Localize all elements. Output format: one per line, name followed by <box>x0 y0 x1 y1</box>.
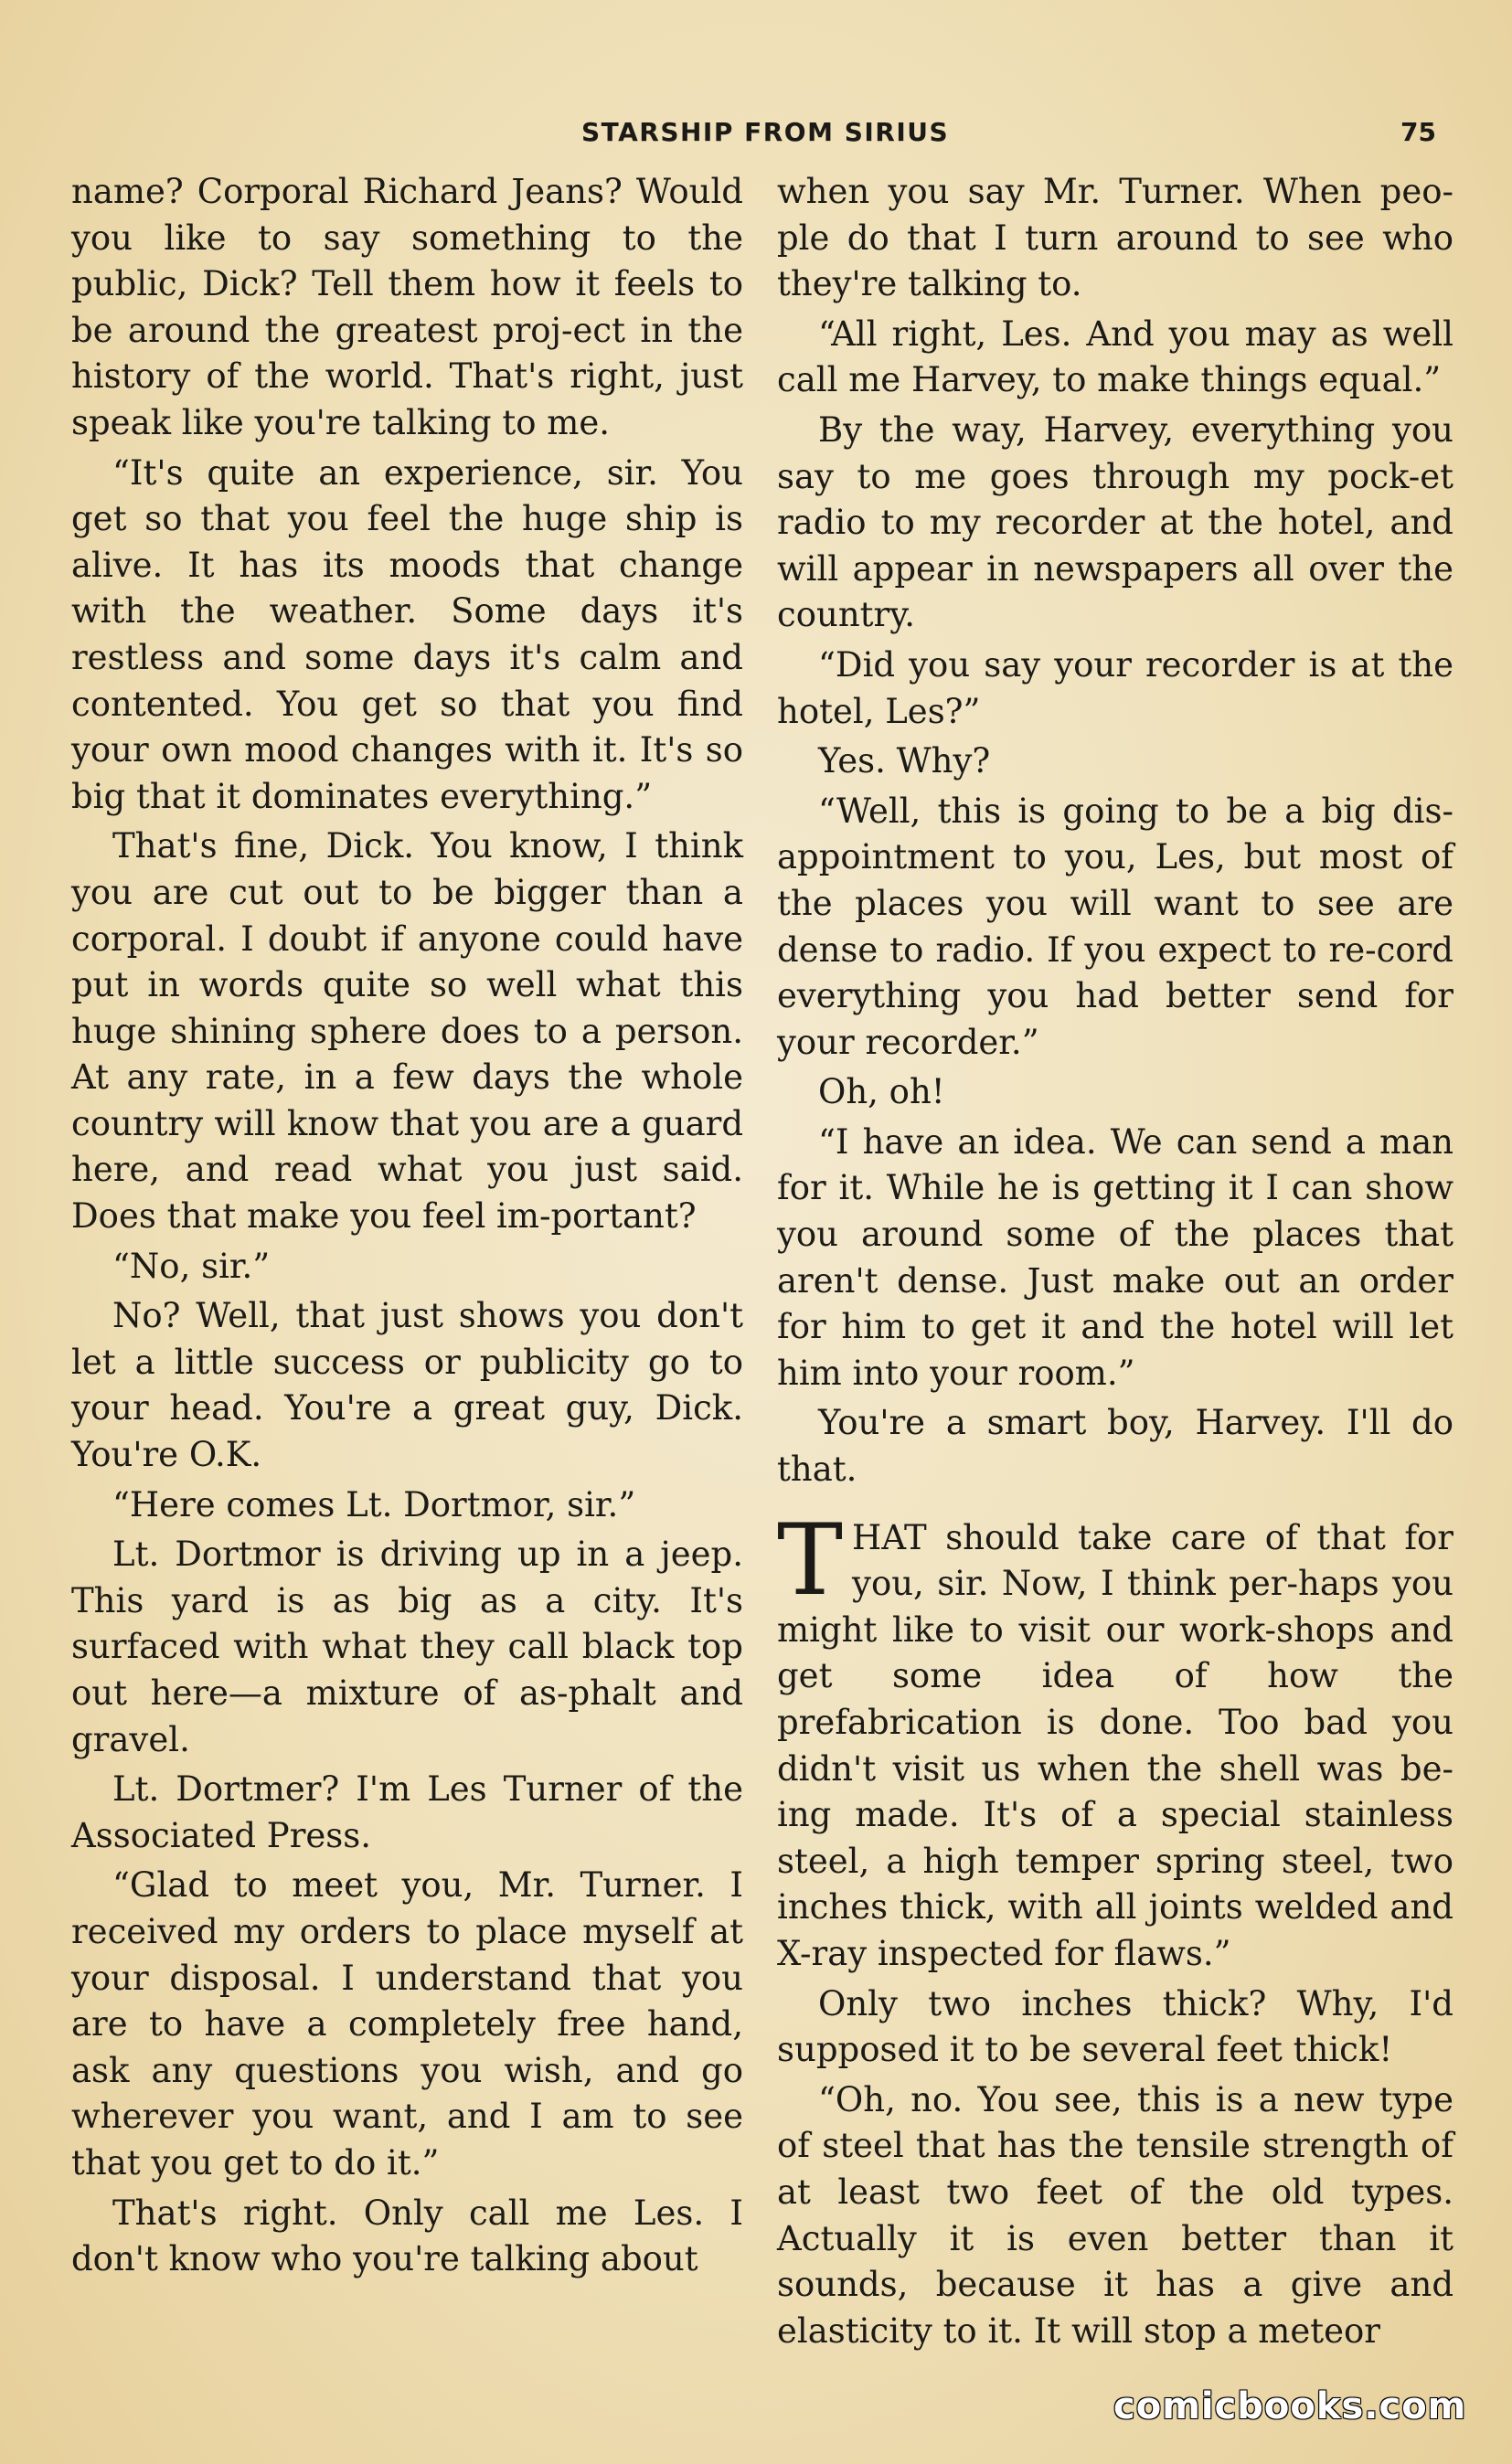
site-watermark: comicbooks.com <box>1113 2385 1467 2427</box>
paragraph: Lt. Dortmor is driving up in a jeep. This yard is as big as a city. It's surfaced with what they call black top out here—a mixture of as-phalt and gravel. <box>71 1535 743 1759</box>
paragraph: Only two inches thick? Why, I'd supposed it to be several feet thick! <box>777 1983 1453 2070</box>
paragraph: You're a smart boy, Harvey. I'll do that. <box>777 1403 1453 1490</box>
paragraph: That's fine, Dick. You know, I think you are cut out to be bigger than a corporal. I doubt if anyone could have put in words quite so well what this huge shining sphere does to a person. At any rate, in a few days the whole country will know that you are a guard here, and read what you just said. Does that make you feel im-portant? <box>71 826 743 1237</box>
paragraph: “Here comes Lt. Dortmor, sir.” <box>112 1484 636 1524</box>
right-column <box>777 169 1453 2358</box>
section-break <box>777 1503 1453 2355</box>
dropcap-paragraph-text: HAT should take care of that for you, sir. Now, I think per-haps you might like to visit our work-shops and get some idea of how the prefabrication is done. Too bad you didn't visit us when the shell was be-ing made. It's of a special stainless steel, a high temper spring steel, two inches thick, with all joints welded and X-ray inspected for flaws.” <box>777 1517 1453 1973</box>
page-number: 75 <box>1400 117 1436 147</box>
paragraph: Yes. Why? <box>818 741 991 781</box>
dropcap-paragraph <box>777 1503 1453 1978</box>
paragraph: “Did you say your recorder is at the hotel, Les?” <box>777 644 1453 731</box>
paragraph: “I have an idea. We can send a man for it. While he is getting it I can show you around some of the places that aren't dense. Just make out an order for him to get it and the hotel will let him into your room.” <box>777 1121 1453 1393</box>
paragraph: No? Well, that just shows you don't let a little success or publicity go to your head. You're a great guy, Dick. You're O.K. <box>71 1296 743 1475</box>
paragraph: Oh, oh! <box>818 1072 945 1112</box>
paragraph: “Oh, no. You see, this is a new type of steel that has the tensile strength of at least two feet of the old types. Actually it is even better than it sounds, because it has a give and elasticity to it. It will stop a meteor <box>777 2079 1453 2351</box>
paragraph: “No, sir.” <box>112 1246 271 1286</box>
drop-cap: T <box>777 1503 844 1618</box>
paragraph: By the way, Harvey, everything you say to me goes through my pock-et radio to my recorder at the hotel, and will appear in newspapers all over the country. <box>777 409 1453 635</box>
running-head <box>0 117 1512 154</box>
paragraph: “All right, Les. And you may as well call me Harvey, to make things equal.” <box>777 313 1453 400</box>
paragraph: name? Corporal Richard Jeans? Would you like to say something to the public, Dick? Tell them how it feels to be around the greatest proj-ect in the history of the world. That's right, just speak like you're talking to me. <box>71 172 743 442</box>
paragraph: “It's quite an experience, sir. You get so that you feel the huge ship is alive. It has its moods that change with the weather. Some days it's restless and some days it's calm and contented. You get so that you find your own mood changes with it. It's so big that it dominates everything.” <box>71 452 743 816</box>
paragraph: when you say Mr. Turner. When peo-ple do that I turn around to see who they're talking to. <box>777 172 1453 304</box>
left-column <box>71 169 743 2287</box>
paragraph: “Well, this is going to be a big dis-appointment to you, Les, but most of the places you will want to see are dense to radio. If you expect to re-cord everything you had better send for your recorder.” <box>777 791 1453 1062</box>
paragraph: Lt. Dortmer? I'm Les Turner of the Associated Press. <box>71 1769 743 1855</box>
paragraph: That's right. Only call me Les. I don't know who you're talking about <box>71 2193 743 2279</box>
running-title: STARSHIP FROM SIRIUS <box>581 117 950 147</box>
paragraph: “Glad to meet you, Mr. Turner. I received my orders to place myself at your disposal. I understand that you are to have a completely free hand, ask any questions you wish, and go wherever you want, and I am to see that you get to do it.” <box>71 1865 743 2183</box>
